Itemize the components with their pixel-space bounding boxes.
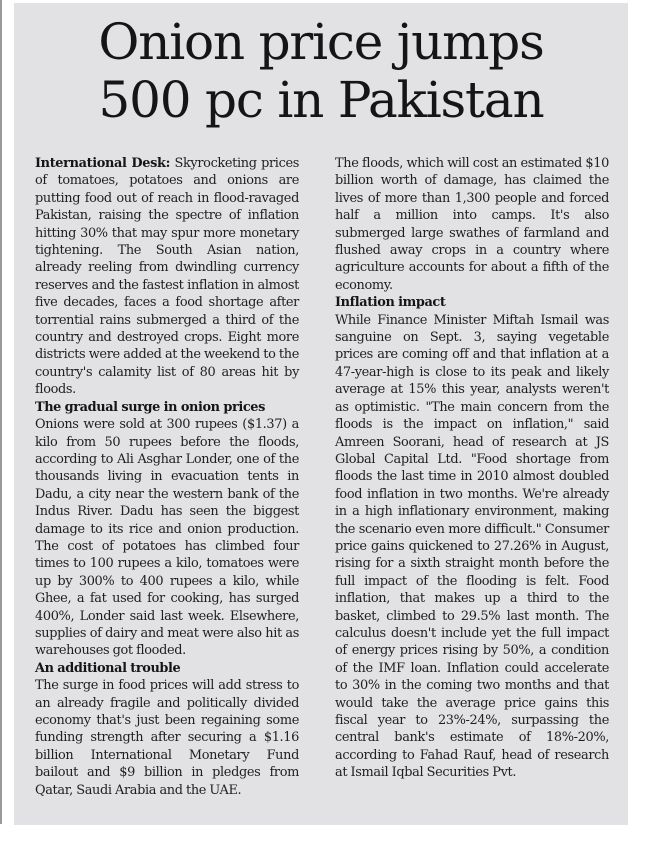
article-headline <box>14 13 628 129</box>
article-column-right <box>335 155 609 799</box>
headline-line-1: Onion price jumps <box>98 13 544 71</box>
lead-paragraph-text: Skyrocketing prices of tomatoes, potatoes and onions are putting food out of reach in flood-ravaged Pakistan, raising the spectre of inflation hitting 30% that may spur more monetary tightening. The South Asian nation, already reeling from dwindling currency reserves and the fastest inflation in almost five decades, faces a food shortage after torrential rains submerged a third of the country and destroyed crops. Eight more districts were added at the weekend to the country's calamity list of 80 areas hit by floods. <box>35 156 299 398</box>
paragraph-flood-damage: The floods, which will cost an estimated $10 billion worth of damage, has claimed the lives of more than 1,300 people and forced half a million into camps. It's also submerged large swathes of farmland and flushed away crops in a country where agriculture accounts for about a fifth of the economy. <box>335 156 609 293</box>
dateline: International Desk: <box>35 156 171 171</box>
lead-paragraph <box>35 155 299 399</box>
paragraph-additional-trouble: The surge in food prices will add stress to an already fragile and politically divided economy that's just been regaining some funding strength after securing a $1.16 billion International Monetary Fund bailout and $9 billion in pledges from Qatar, Saudi Arabia and the UAE. <box>35 678 299 798</box>
subhead-additional-trouble: An additional trouble <box>35 660 181 676</box>
article-panel <box>14 3 628 825</box>
article-body <box>35 155 609 799</box>
article-column-left <box>35 155 299 799</box>
page-edge-divider <box>0 0 2 824</box>
paragraph-inflation-impact: While Finance Minister Miftah Ismail was sanguine on Sept. 3, saying vegetable prices are coming off and that inflation at a 47-year-high is close to its peak and likely average at 15% this year, analysts weren't as optimistic. "The main concern from the floods is the impact on inflation," said Amreen Soorani, head of research at JS Global Capital Ltd. "Food shortage from floods the last time in 2010 almost doubled food inflation in two months. We're already in a high inflationary environment, making the scenario even more difficult." Consumer price gains quickened to 27.26% in August, rising for a sixth straight month before the full impact of the flooding is felt. Food inflation, that makes up a third to the basket, climbed to 29.5% last month. The calculus doesn't include yet the full impact of energy prices rising by 50%, a condition of the IMF loan. Inflation could accelerate to 30% in the coming two months and that would take the average price gains this fiscal year to 23%-24%, surpassing the central bank's estimate of 18%-20%, according to Fahad Rauf, head of research at Ismail Iqbal Securities Pvt. <box>335 312 609 781</box>
headline-line-2: 500 pc in Pakistan <box>98 71 544 129</box>
paragraph-onion-prices: Onions were sold at 300 rupees ($1.37) a kilo from 50 rupees before the floods, according to Ali Asghar Londer, one of the thousands living in evacuation tents in Dadu, a city near the western bank of the Indus River. Dadu has seen the biggest damage to its rice and onion production. The cost of potatoes has climbed four times to 100 rupees a kilo, tomatoes were up by 300% to 400 rupees a kilo, while Ghee, a fat used for cooking, has surged 400%, Londer said last week. Elsewhere, supplies of dairy and meat were also hit as warehouses got flooded. <box>35 417 299 659</box>
subhead-onion-prices: The gradual surge in onion prices <box>35 399 265 415</box>
subhead-inflation-impact: Inflation impact <box>335 295 446 311</box>
